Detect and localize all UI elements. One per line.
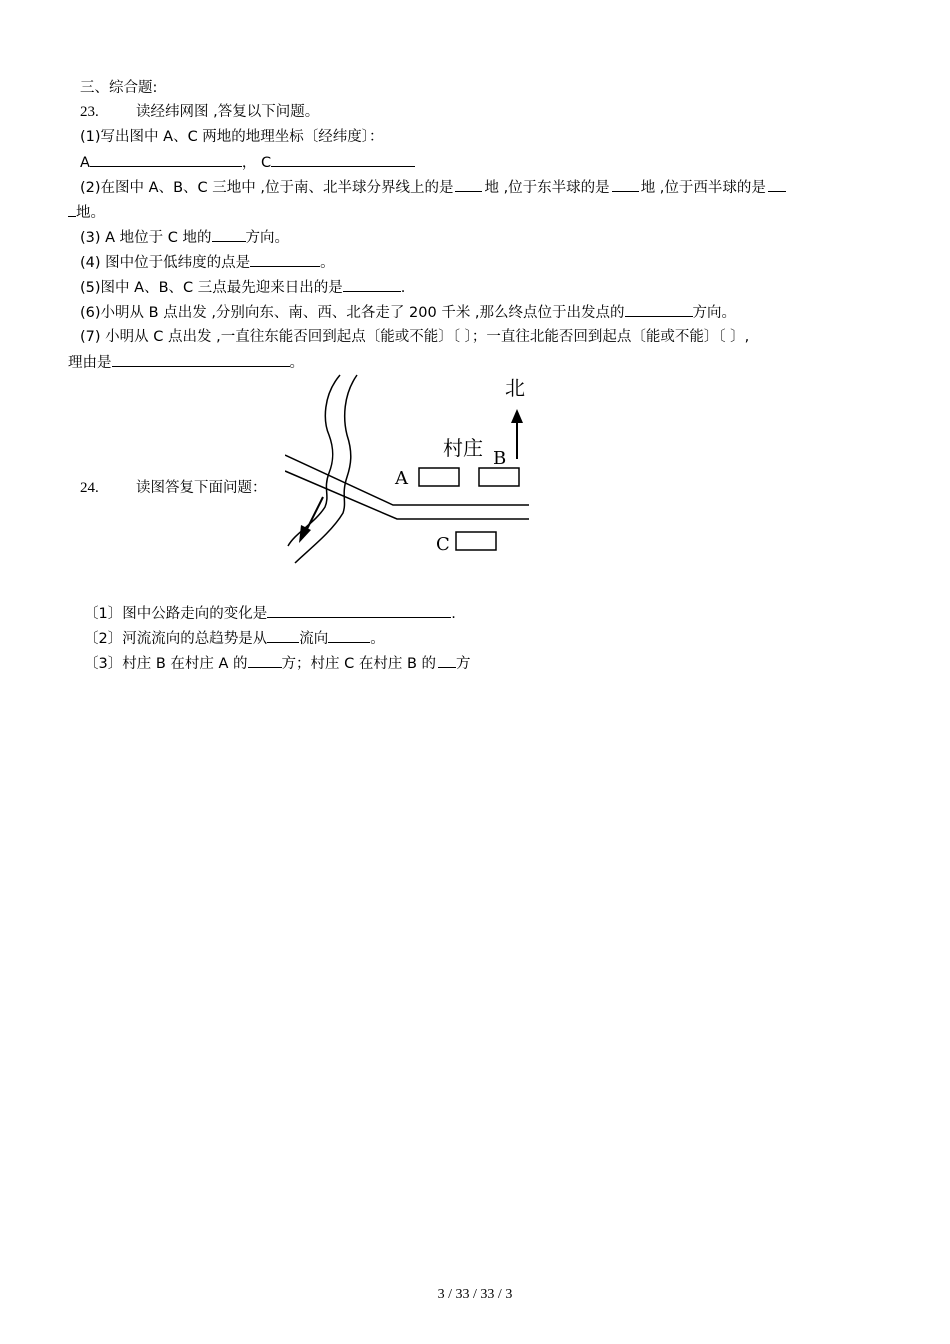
q23-p2-text-1: (2)在图中 A、B、C 三地中 ,位于南、北半球分界线上的是 — [80, 180, 454, 196]
q24-p3-text-1: 〔3〕村庄 B 在村庄 A 的 — [84, 656, 248, 672]
q23-p7-cont — [68, 352, 304, 373]
q24-p1 — [84, 603, 456, 624]
q23-stem-text: 读经纬网图 ,答复以下问题。 — [136, 104, 320, 120]
q23-p2-text-2: 地 ,位于东半球的是 — [484, 180, 610, 196]
village-map — [285, 373, 531, 567]
answer-blank-b-relative-a[interactable] — [248, 653, 282, 668]
answer-blank-reason[interactable] — [112, 352, 290, 367]
q24-p3 — [84, 653, 471, 674]
answer-blank-c-coord[interactable] — [271, 152, 415, 167]
q23-p6-text-1: (6)小明从 B 点出发 ,分别向东、南、西、北各走了 200 千米 ,那么终点位于出发点的 — [80, 305, 625, 321]
answer-blank-sunrise[interactable] — [343, 277, 401, 292]
q24-p2-text-2: 流向 — [299, 631, 329, 647]
map-label-c: C — [436, 534, 450, 555]
q23-p5 — [80, 277, 405, 298]
map-label-b: B — [493, 448, 507, 469]
q23-p1-label-a: A — [80, 155, 90, 171]
q23-p4-text-1: (4) 图中位于低纬度的点是 — [80, 255, 251, 271]
q23-p2 — [80, 177, 786, 198]
q23-p4-text-2: 。 — [320, 255, 335, 271]
q23-number: 23. — [80, 104, 99, 120]
q24-p2 — [84, 628, 385, 649]
answer-blank-road-change[interactable] — [267, 603, 451, 618]
answer-blank-west-hemisphere-1[interactable] — [768, 177, 786, 192]
answer-blank-river-from[interactable] — [267, 628, 299, 643]
q24-p1-text-1: 〔1〕图中公路走向的变化是 — [84, 606, 268, 622]
answer-blank-direction[interactable] — [212, 227, 246, 242]
q23-p7-text-1: 理由是 — [68, 355, 112, 371]
map-label-village: 村庄 — [443, 436, 483, 460]
q23-p1: (1)写出图中 A、C 两地的地理坐标〔经纬度〕： — [80, 129, 384, 145]
q24-p2-text-1: 〔2〕河流流向的总趋势是从 — [84, 631, 268, 647]
map-label-a: A — [395, 468, 408, 489]
q23-stem — [80, 102, 319, 122]
section-title: 三、综合题: — [80, 80, 158, 96]
answer-blank-end-direction[interactable] — [625, 302, 693, 317]
river-flow-arrow-icon — [299, 497, 323, 543]
q23-p6-text-2: 方向。 — [692, 305, 737, 321]
q23-p1-answers — [80, 152, 415, 173]
q24-p3-text-3: 方 — [456, 656, 471, 672]
answer-blank-east-hemisphere[interactable] — [612, 177, 639, 192]
map-label-north: 北 — [505, 376, 525, 400]
q23-p2-text-3: 地 ,位于西半球的是 — [640, 180, 766, 196]
q23-p2-cont — [68, 202, 105, 223]
q23-p7-text-2: 。 — [289, 355, 304, 371]
q23-p3 — [80, 227, 289, 248]
answer-blank-low-latitude[interactable] — [250, 252, 320, 267]
q24-stem-text: 读图答复下面问题： — [136, 480, 267, 496]
answer-blank-equator[interactable] — [455, 177, 482, 192]
answer-blank-c-relative-b[interactable] — [438, 653, 456, 668]
q23-p6 — [80, 302, 736, 323]
q23-p5-text-2: . — [400, 280, 406, 296]
answer-blank-west-hemisphere-2[interactable] — [68, 202, 76, 217]
answer-blank-river-to[interactable] — [328, 628, 370, 643]
answer-blank-a-coord[interactable] — [90, 152, 242, 167]
q23-p1-label-c: ， C — [241, 155, 272, 171]
village-b-box — [479, 468, 519, 486]
page-footer: 3 / 33 / 33 / 3 — [437, 1287, 513, 1302]
q24-number: 24. — [80, 480, 99, 496]
q24-p3-text-2: 方；村庄 C 在村庄 B 的 — [281, 656, 437, 672]
village-a-box — [419, 468, 459, 486]
north-arrow-icon — [511, 409, 523, 459]
q23-p5-text-1: (5)图中 A、B、C 三点最先迎来日出的是 — [80, 280, 343, 296]
q23-p7: (7) 小明从 C 点出发 ,一直往东能否回到起点〔能或不能〕〔 〕；一直往北能否回到起点〔能或不能〕〔 〕, — [80, 329, 750, 345]
q23-p3-text-2: 方向。 — [245, 230, 290, 246]
q23-p3-text-1: (3) A 地位于 C 地的 — [80, 230, 212, 246]
q24-stem — [80, 478, 267, 498]
q24-p2-text-3: 。 — [370, 631, 385, 647]
river — [288, 375, 357, 563]
q24-p1-text-2: . — [451, 606, 456, 622]
village-c-box — [456, 532, 496, 550]
q23-p2-text-4: 地。 — [76, 205, 105, 221]
q23-p4 — [80, 252, 335, 273]
